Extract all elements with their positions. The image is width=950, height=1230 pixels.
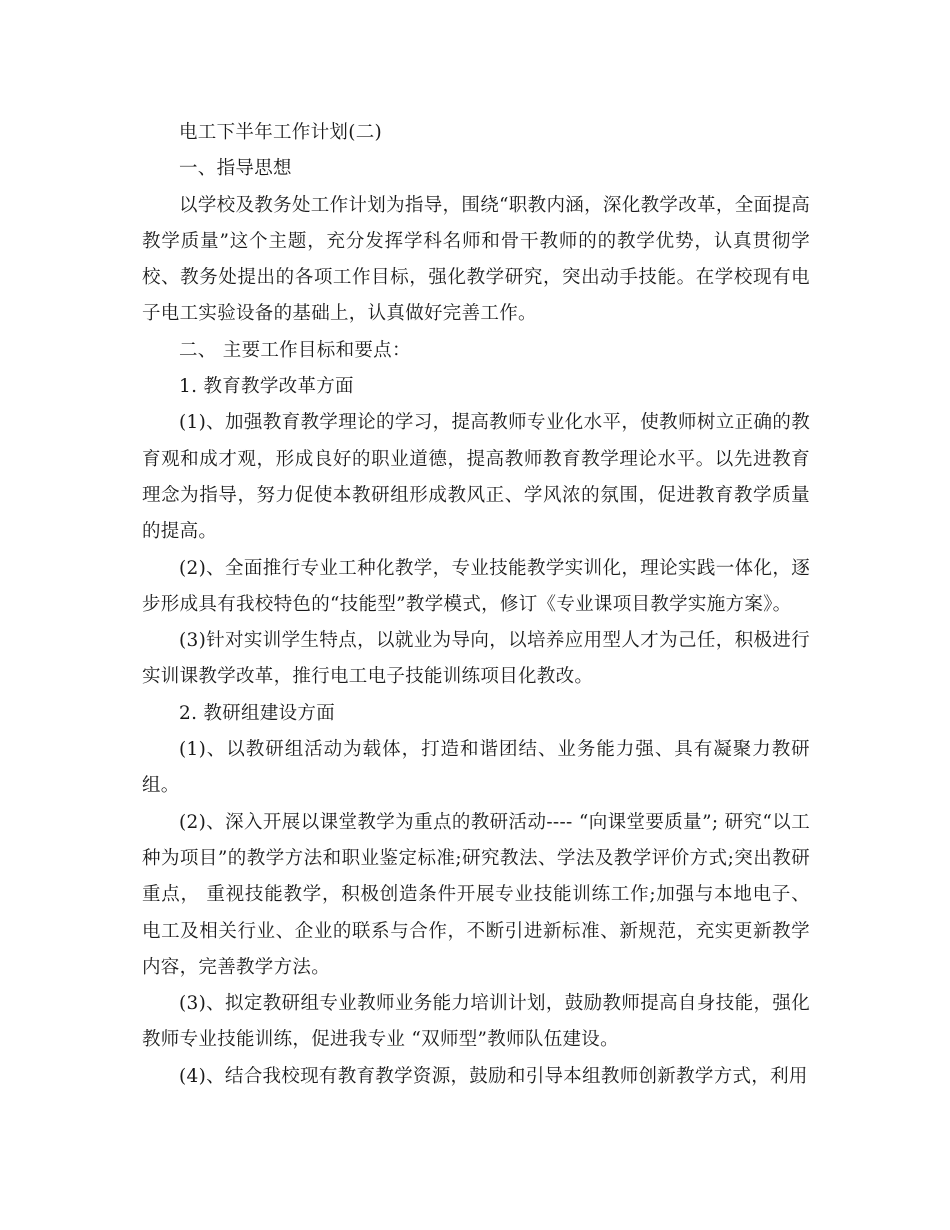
document-title: 电工下半年工作计划(二) (179, 122, 383, 143)
paragraph-group-item-2: (2)、深入开展以课堂教学为重点的教研活动---- “向课堂要质量”; 研究“以工种为项目”的教学方法和职业鉴定标准;研究教法、学法及教学评价方式;突出教研重点， 重视技能教学，积极创造条件开展专业技能训练工作;加强与本地电子、电工及相关行业、企业的联系与合作，不断引进新标准、新规范，充实更新教学内容，完善教学方法。 (142, 811, 810, 978)
document-body (142, 115, 810, 1095)
paragraph-reform-item-2: (2)、全面推行专业工种化教学，专业技能教学实训化，理论实践一体化，逐步形成具有我校特色的“技能型”教学模式，修订《专业课项目教学实施方案》。 (142, 557, 810, 615)
section-heading-guiding-ideology: 一、指导思想 (179, 158, 292, 180)
subsection-heading-teaching-reform: 1. 教育教学改革方面 (179, 376, 354, 398)
paragraph-reform-item-3: (3)针对实训学生特点，以就业为导向，以培养应用型人才为己任，积极进行实训课教学改革，推行电工电子技能训练项目化教改。 (142, 630, 810, 688)
paragraph-group-item-3: (3)、拟定教研组专业教师业务能力培训计划，鼓励教师提高自身技能，强化教师专业技能训练，促进我专业 “双师型”教师队伍建设。 (142, 993, 810, 1051)
subsection-heading-group-building: 2. 教研组建设方面 (179, 702, 336, 724)
section-heading-main-goals: 二、 主要工作目标和要点： (179, 339, 411, 361)
paragraph-reform-item-1: (1)、加强教育教学理论的学习，提高教师专业化水平，使教师树立正确的教育观和成才观，形成良好的职业道德，提高教师教育教学理论水平。以先进教育理念为指导，努力促使本教研组形成教风正、学风浓的氛围，促进教育教学质量的提高。 (142, 412, 810, 543)
paragraph-guiding-ideology: 以学校及教务处工作计划为指导，围绕“职教内涵，深化教学改革，全面提高教学质量”这个主题，充分发挥学科名师和骨干教师的的教学优势，认真贯彻学校、教务处提出的各项工作目标，强化教学研究，突出动手技能。在学校现有电子电工实验设备的基础上，认真做好完善工作。 (142, 194, 810, 325)
paragraph-group-item-4: (4)、结合我校现有教育教学资源，鼓励和引导本组教师创新教学方式，利用 (179, 1065, 808, 1087)
paragraph-group-item-1: (1)、以教研组活动为载体，打造和谐团结、业务能力强、具有凝聚力教研组。 (142, 739, 810, 797)
